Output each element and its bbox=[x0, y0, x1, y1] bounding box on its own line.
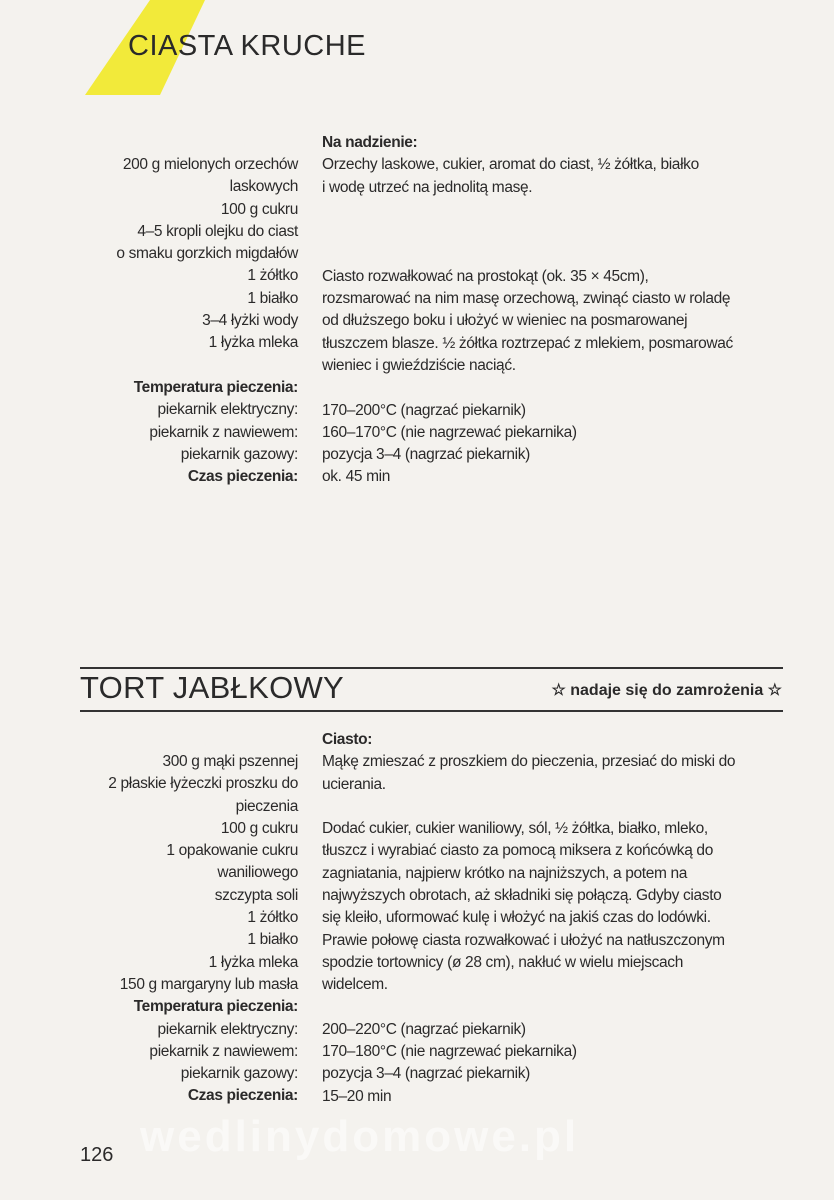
text-line: rozsmarować na nim masę orzechową, zwinąć ciasto w roladę bbox=[322, 290, 731, 308]
ingredient: 200 g mielonych orzechów bbox=[122, 156, 298, 173]
bottom-rule bbox=[80, 710, 783, 712]
ingredient: laskowych bbox=[229, 178, 298, 196]
text-line: od dłuższego boku i ułożyć w wieniec na posmarowanej bbox=[322, 312, 688, 330]
baking-value: 170–180°C (nie nagrzewać piekarnika) bbox=[322, 1043, 577, 1061]
top-rule bbox=[80, 667, 783, 669]
freeze-note: ☆ nadaje się do zamrożenia ☆ bbox=[551, 682, 782, 699]
baking-label: piekarnik z nawiewem: bbox=[149, 423, 298, 441]
ingredient: 1 żółtko bbox=[247, 267, 298, 285]
baking-label: piekarnik z nawiewem: bbox=[149, 1042, 298, 1060]
ingredient: 4–5 kropli olejku do ciast bbox=[137, 222, 298, 240]
text-line: Ciasto rozwałkować na prostokąt (ok. 35 × 45cm), bbox=[322, 267, 649, 285]
instructions-2 bbox=[322, 729, 735, 1108]
text-line: Orzechy laskowe, cukier, aromat do ciast, ½ żółtka, białko bbox=[322, 156, 699, 174]
text-line: widelcem. bbox=[322, 976, 388, 994]
section-title-ciasta-kruche: CIASTA KRUCHE bbox=[128, 30, 367, 62]
instructions-1 bbox=[322, 132, 733, 489]
ingredient: 100 g cukru bbox=[220, 200, 298, 218]
ingredients-list-1 bbox=[116, 154, 298, 488]
filling-heading: Na nadzienie: bbox=[322, 134, 418, 151]
text-line: Prawie połowę ciasta rozwałkować i ułożyć na natłuszczonym bbox=[322, 931, 725, 949]
ingredient: o smaku gorzkich migdałów bbox=[116, 245, 298, 263]
ingredient: 1 łyżka mleka bbox=[208, 334, 298, 352]
temp-heading: Temperatura pieczenia: bbox=[133, 998, 298, 1016]
text-line: wieniec i gwieździście naciąć. bbox=[322, 356, 516, 374]
baking-value: 170–200°C (nagrzać piekarnik) bbox=[322, 401, 526, 419]
time-label: Czas pieczenia: bbox=[187, 468, 298, 486]
baking-label: piekarnik elektryczny: bbox=[157, 401, 298, 419]
ingredient: 1 łyżka mleka bbox=[208, 953, 298, 971]
page-number: 126 bbox=[80, 1144, 114, 1166]
text-line: zagniatania, najpierw krótko na najniższych, a potem na bbox=[322, 864, 688, 882]
baking-value: 200–220°C (nagrzać piekarnik) bbox=[322, 1020, 526, 1038]
yellow-accent-shape bbox=[0, 0, 834, 110]
text-line: tłuszczem blasze. ½ żółtka roztrzepać z mlekiem, posmarować bbox=[322, 334, 733, 352]
ingredient: 3–4 łyżki wody bbox=[202, 312, 298, 330]
baking-value: pozycja 3–4 (nagrzać piekarnik) bbox=[322, 446, 530, 464]
text-line: Mąkę zmieszać z proszkiem do pieczenia, przesiać do miski do bbox=[322, 753, 736, 771]
ingredient: 2 płaskie łyżeczki proszku do bbox=[108, 775, 298, 793]
text-line: najwyższych obrotach, aż składniki się połączą. Gdyby ciasto bbox=[322, 887, 722, 905]
baking-label: piekarnik gazowy: bbox=[180, 445, 298, 463]
ingredient: 1 białko bbox=[247, 289, 298, 307]
section-title-tort-jablkowy: TORT JABŁKOWY bbox=[80, 670, 345, 705]
time-value: 15–20 min bbox=[322, 1087, 392, 1105]
baking-label: piekarnik gazowy: bbox=[180, 1065, 298, 1083]
ingredients-list-2 bbox=[108, 751, 298, 1108]
ingredient: 1 białko bbox=[247, 931, 298, 949]
ingredient: 150 g margaryny lub masła bbox=[119, 975, 298, 993]
baking-value: 160–170°C (nie nagrzewać piekarnika) bbox=[322, 423, 577, 441]
ingredient: 1 żółtko bbox=[247, 909, 298, 927]
baking-label: piekarnik elektryczny: bbox=[157, 1020, 298, 1038]
time-value: ok. 45 min bbox=[322, 468, 391, 486]
text-line: i wodę utrzeć na jednolitą masę. bbox=[322, 178, 533, 196]
ingredient: waniliowego bbox=[217, 864, 298, 882]
text-line: tłuszcz i wyrabiać ciasto za pomocą miksera z końcówką do bbox=[322, 842, 713, 860]
dough-heading: Ciasto: bbox=[322, 731, 373, 748]
temp-heading: Temperatura pieczenia: bbox=[133, 378, 298, 396]
text-line: ucierania. bbox=[322, 775, 386, 793]
ingredient: 300 g mąki pszennej bbox=[162, 753, 298, 770]
text-line: spodzie tortownicy (ø 28 cm), nakłuć w wielu miejscach bbox=[322, 953, 683, 971]
text-line: się kleiło, uformować kulę i włożyć na jakiś czas do lodówki. bbox=[322, 909, 711, 927]
ingredient: 100 g cukru bbox=[220, 819, 298, 837]
ingredient: pieczenia bbox=[235, 797, 298, 815]
baking-value: pozycja 3–4 (nagrzać piekarnik) bbox=[322, 1065, 530, 1083]
time-label: Czas pieczenia: bbox=[187, 1087, 298, 1105]
ingredient: 1 opakowanie cukru bbox=[166, 842, 298, 860]
text-line: Dodać cukier, cukier waniliowy, sól, ½ żółtka, białko, mleko, bbox=[322, 820, 708, 838]
watermark: wedlinydomowe.pl bbox=[140, 1112, 580, 1161]
ingredient: szczypta soli bbox=[214, 886, 298, 904]
